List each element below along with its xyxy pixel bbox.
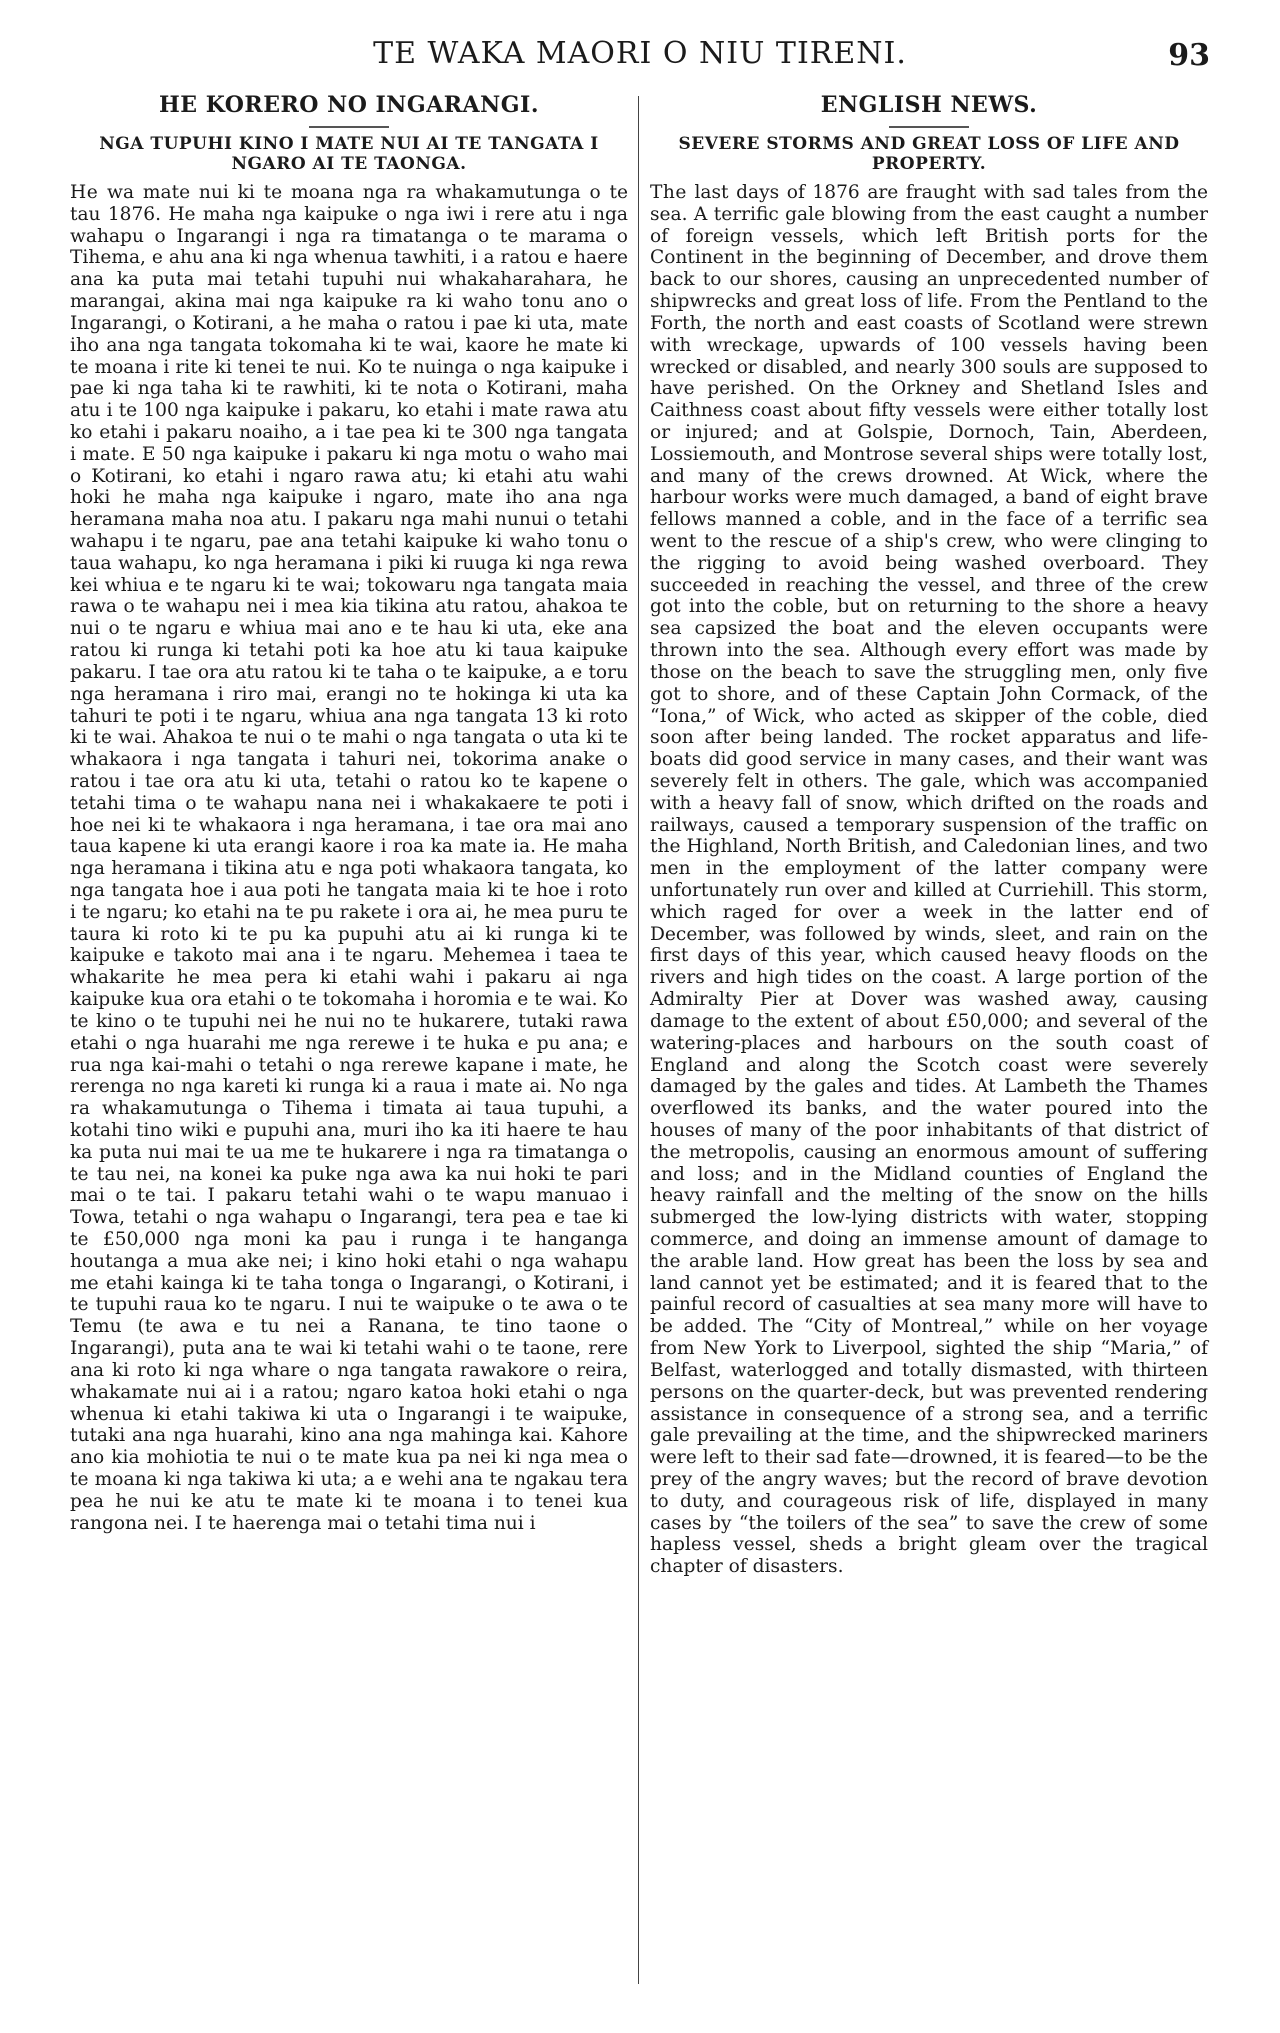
english-lead-word: The bbox=[650, 182, 687, 203]
page-number: 93 bbox=[1168, 38, 1210, 73]
maori-article-headline: NGA TUPUHI KINO I MATE NUI AI TE TANGATA I NGARO AI TE TAONGA. bbox=[99, 134, 599, 174]
maori-article-text: wa mate nui ki te moana nga ra whakamutunga o te tau 1876. He maha nga kaipuke o nga iwi i rere atu i nga wahapu o Ingarangi i nga ra timatanga o te marama o Tihema, e ahu ana ki nga whenua tawhiti, i a ratou e haere ana ka puta mai tetahi tupuhi nui whakaharahara, he marangai, akina mai nga kaipuke ra ki waho tonu ano o Ingarangi, o Kotirani, a he maha o ratou i pae ki uta, mate iho ana nga tangata tokomaha ki te wai, kaore he mate ki te moana i rite ki tenei te nui. Ko te nuinga o nga kaipuke i pae ki nga taha ki te rawhiti, ki te nota o Kotirani, maha atu i te 100 nga kaipuke i pakaru, ko etahi i mate rawa atu ko etahi i pakaru noaiho, a i tae pea ki te 300 nga tangata i mate. E 50 nga kaipuke i pakaru ki nga motu o waho mai o Kotirani, ko etahi i ngaro rawa atu; ki etahi atu wahi hoki he maha nga kaipuke i ngaro, mate iho ana nga heramana maha noa atu. I pakaru nga mahi nunui o tetahi wahapu i te ngaru, pae ana tetahi kaipuke ki waho tonu o taua wahapu, ko nga heramana i piki ki ruuga ki nga rewa kei whiua e te ngaru ki te wai; tokowaru nga tangata maia rawa o te wahapu nei i mea kia tikina atu ratou, ahakoa te nui o te ngaru e whiua mai ano e te hau ki uta, eke ana ratou ki runga ki tetahi poti ka hoe atu ki taua kaipuke pakaru. I tae ora atu ratou ki te taha o te kaipuke, a e toru nga heramana i riro mai, erangi no te hokinga ki uta ka tahuri te poti i te ngaru, whiua ana nga tangata 13 ki roto ki te wai. Ahakoa te nui o te mahi o nga tangata o uta ki te whakaora i nga tangata i tahuri nei, tokorima anake o ratou i tae ora atu ki uta, tetahi o ratou ko te kapene o tetahi tima o te wahapu nana nei i whakakaere te poti i hoe nei ki te whakaora i nga heramana, i tae ora mai ano taua kapene ki uta erangi kaore i roa ka mate ia. He maha nga heramana i tikina atu e nga poti whakaora tangata, ko nga tangata hoe i aua poti he tangata maia ki te hoe i roto i te ngaru; ko etahi na te pu rakete i ora ai, he mea puru te taura ki roto ki te pu ka pupuhi atu ai ki runga ki te kaipuke e takoto mai ana i te ngaru. Mehemea i taea te whakarite he mea pera ki etahi wahi i pakaru ai nga kaipuke kua ora etahi o te tokomaha i horomia e te wai. Ko te kino o te tupuhi nei he nui no te hukarere, tutaki rawa etahi o nga huarahi me nga rerewe i te huka e pu ana; e rua nga kai-mahi o tetahi o nga rerewe kapane i mate, he rerenga no nga kareti ki runga ki a raua i mate ai. No nga ra whakamutunga o Tihema i timata ai taua tupuhi, a kotahi tino wiki e pupuhi ana, muri iho ka iti haere te hau ka puta nui mai te ua me te hukarere i nga ra timatanga o te tau nei, na konei ka puke nga awa ka nui hoki te pari mai o te tai. I pakaru tetahi wahi o te wapu manuao i Towa, tetahi o nga wahapu o Ingarangi, tera pea e tae ki te £50,000 nga moni ka pau i runga i te hanganga houtanga a mua ake nei; i kino hoki etahi o nga wahapu me etahi kainga ki te taha tonga o Ingarangi, o Kotirani, i te tupuhi raua ko te ngaru. I nui te waipuke o te awa o te Temu (te awa e tu nei a Ranana, te tino taone o Ingarangi), puta ana te wai ki tetahi wahi o te taone, rere ana ki roto ki nga whare o nga tangata rawakore o reira, whakamate nui ai i a ratou; ngaro katoa hoki etahi o nga whenua ki etahi takiwa ki uta o Ingarangi i te waipuke, tutaki ana nga huarahi, kino ana nga mahinga kai. Kahore ano kia mohiotia te nui o te mate kua pa nei ki nga mea o te moana ki nga takiwa ki uta; a e wehi ana te ngakau tera pea he nui ke atu te mate ki te moana i to tenei kua rangona nei. I te haerenga mai o tetahi tima nui i bbox=[70, 182, 628, 1534]
english-article-headline: SEVERE STORMS AND GREAT LOSS OF LIFE AND PROPERTY. bbox=[678, 134, 1180, 174]
section-divider bbox=[309, 126, 389, 128]
column-rule bbox=[638, 96, 639, 1984]
publication-title: TE WAKA MAORI O NIU TIRENI. bbox=[373, 36, 907, 71]
running-head bbox=[0, 36, 1280, 76]
english-column bbox=[650, 90, 1208, 1578]
section-divider bbox=[889, 126, 969, 128]
english-section-title: ENGLISH NEWS. bbox=[820, 92, 1038, 118]
maori-section-title: HE KORERO NO INGARANGI. bbox=[159, 92, 539, 118]
english-article-body bbox=[650, 182, 1208, 1578]
maori-column bbox=[70, 90, 628, 1534]
maori-lead-word: He bbox=[70, 182, 99, 203]
maori-article-body bbox=[70, 182, 628, 1534]
english-article-text: last days of 1876 are fraught with sad tales from the sea. A terrific gale blowing from the east caught a number of foreign vessels, which left British ports for the Continent in the beginning of December, and drove them back to our shores, causing an unprecedented number of shipwrecks and great loss of life. From the Pentland to the Forth, the north and east coasts of Scotland were strewn with wreckage, upwards of 100 vessels having been wrecked or disabled, and nearly 300 souls are supposed to have perished. On the Orkney and Shetland Isles and Caithness coast about fifty vessels were either totally lost or injured; and at Golspie, Dornoch, Tain, Aberdeen, Lossiemouth, and Montrose several ships were totally lost, and many of the crews drowned. At Wick, where the harbour works were much damaged, a band of eight brave fellows manned a coble, and in the face of a terrific sea went to the rescue of a ship's crew, who were clinging to the rigging to avoid being washed overboard. They succeeded in reaching the vessel, and three of the crew got into the coble, but on returning to the shore a heavy sea capsized the boat and the eleven occupants were thrown into the sea. Although every effort was made by those on the beach to save the struggling men, only five got to shore, and of these Captain John Cormack, of the “Iona,” of Wick, who acted as skipper of the coble, died soon after being landed. The rocket apparatus and life-boats did good service in many cases, and their want was severely felt in others. The gale, which was accompanied with a heavy fall of snow, which drifted on the roads and railways, caused a temporary suspension of the traffic on the Highland, North British, and Caledonian lines, and two men in the employment of the latter company were unfortunately run over and killed at Curriehill. This storm, which raged for over a week in the latter end of December, was followed by winds, sleet, and rain on the first days of this year, which caused heavy floods on the rivers and high tides on the coast. A large portion of the Admiralty Pier at Dover was washed away, causing damage to the extent of about £50,000; and several of the watering-places and harbours on the south coast of England and along the Scotch coast were severely damaged by the gales and tides. At Lambeth the Thames overflowed its banks, and the water poured into the houses of many of the poor inhabitants of that district of the metropolis, causing an enormous amount of suffering and loss; and in the Midland counties of England the heavy rainfall and the melting of the snow on the hills submerged the low-lying districts with water, stopping commerce, and doing an immense amount of damage to the arable land. How great has been the loss by sea and land cannot yet be estimated; and it is feared that to the painful record of casualties at sea many more will have to be added. The “City of Montreal,” while on her voyage from New York to Liverpool, sighted the ship “Maria,” of Belfast, waterlogged and totally dismasted, with thirteen persons on the quarter-deck, but was prevented rendering assistance in consequence of a strong sea, and a terrific gale prevailing at the time, and the shipwrecked mariners were left to their sad fate—drowned, it is feared—to be the prey of the angry waves; but the record of brave devotion to duty, and courageous risk of life, displayed in many cases by “the toilers of the sea” to save the crew of some hapless vessel, sheds a bright gleam over the tragical chapter of disasters. bbox=[650, 182, 1208, 1578]
